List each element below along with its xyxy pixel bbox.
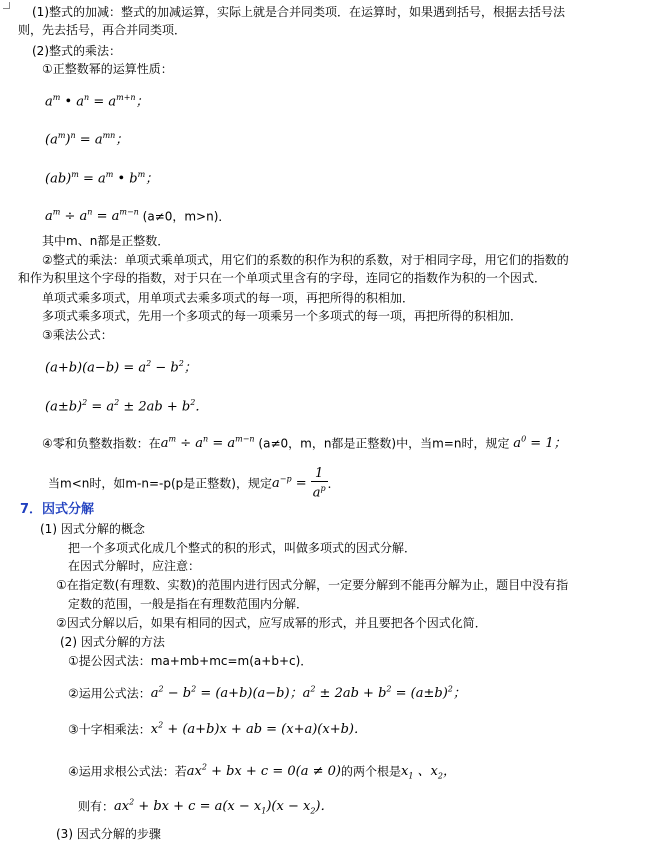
text-line-negative-exponent: 当m<n时，如m-n=-p(p是正整数)，规定$a^{-p}$ = $\frac{1}{a^p}$ ． bbox=[48, 466, 340, 501]
text-line: 单项式乘多项式，用单项式去乘多项式的每一项，再把所得的积相加． bbox=[42, 291, 415, 305]
text-line: 多项式乘多项式，先用一个多项式的每一项乘另一个多项式的每一项，再把所得的积相加． bbox=[42, 309, 523, 323]
formula-power-product: $a^m$ • $a^n = a^{m+n}$； bbox=[45, 93, 149, 110]
text-line: ①正整数幂的运算性质： bbox=[42, 62, 173, 76]
text-line: ②整式的乘法：单项式乘单项式，用它们的系数的积作为积的系数，对于相同字母，用它们的指数的 bbox=[42, 253, 569, 267]
page-corner-mark bbox=[3, 2, 10, 9]
text-line: (2) 因式分解的方法 bbox=[60, 635, 165, 649]
formula-product-power: $(ab)^m = a^m$ • $b^m$； bbox=[45, 170, 159, 187]
text-line: 在因式分解时，应注意： bbox=[68, 559, 201, 573]
section-heading: 7．因式分解 bbox=[20, 502, 95, 517]
text-line: (1)整式的加减：整式的加减运算，实际上就是合并同类项．在运算时，如果遇到括号，根据去括号法 bbox=[32, 5, 566, 19]
formula-power-quotient: $a^m \div a^n = a^{m-n}$ (a≠0，m>n)． bbox=[45, 208, 231, 225]
text-line: ①在指定数(有理数、实数)的范围内进行因式分解，一定要分解到不能再分解为止，题目中没有指 bbox=[56, 578, 569, 592]
text-line: 和作为积里这个字母的指数，对于只在一个单项式里含有的字母，连同它的指数作为积的一个因式． bbox=[18, 271, 547, 285]
formula-power-of-power: $(a^m)^n = a^{mn}$； bbox=[45, 131, 129, 148]
text-line: 则，先去括号，再合并同类项． bbox=[18, 23, 187, 37]
text-line-formula-method: ②运用公式法：$a^2 - b^2 = (a+b)(a-b)$；$a^2 \pm 2ab + b^2 = (a\pm b)^2$； bbox=[68, 685, 466, 702]
text-line-factored-form: 则有：$ax^2$ + bx + $c = a(x - x_1)(x - x_2)$． bbox=[78, 798, 334, 816]
text-line: 其中m、n都是正整数． bbox=[42, 234, 170, 248]
text-line-cross-multiplication: ③十字相乘法：$x^2 + (a+b)x$ + ab = (x+a)(x+b)． bbox=[68, 721, 367, 738]
text-line: 把一个多项式化成几个整式的积的形式，叫做多项式的因式分解． bbox=[68, 541, 417, 555]
text-line-zero-exponent: ④零和负整数指数：在$a^m \div a^n = a^{m-n}$ (a≠0，m，n都是正整数)中，当m=n时，规定 $a^0 = 1$； bbox=[42, 435, 567, 452]
text-line: ①提公因式法：ma+mb+mc=m(a+b+c)． bbox=[68, 654, 313, 668]
text-line: ②因式分解以后，如果有相同的因式，应写成幂的形式，并且要把各个因式化简． bbox=[56, 616, 487, 630]
formula-perfect-square: $(a\pm b)^2 = a^2 \pm 2ab + b^2$． bbox=[45, 398, 209, 415]
text-line: 定数的范围，一般是指在有理数范围内分解． bbox=[68, 597, 309, 611]
formula-difference-of-squares: $(a+b)(a-b) = a^2 - b^2$； bbox=[45, 359, 197, 376]
text-line: ③乘法公式： bbox=[42, 328, 113, 342]
text-line: (3) 因式分解的步骤 bbox=[56, 827, 161, 841]
text-line-root-formula: ④运用求根公式法：若$ax^2$ + bx + c = 0(a ≠ 0)的两个根是$x_1$ 、$x_2$， bbox=[68, 763, 456, 781]
text-line: (2)整式的乘法： bbox=[32, 44, 121, 58]
text-line: (1) 因式分解的概念 bbox=[40, 522, 145, 536]
